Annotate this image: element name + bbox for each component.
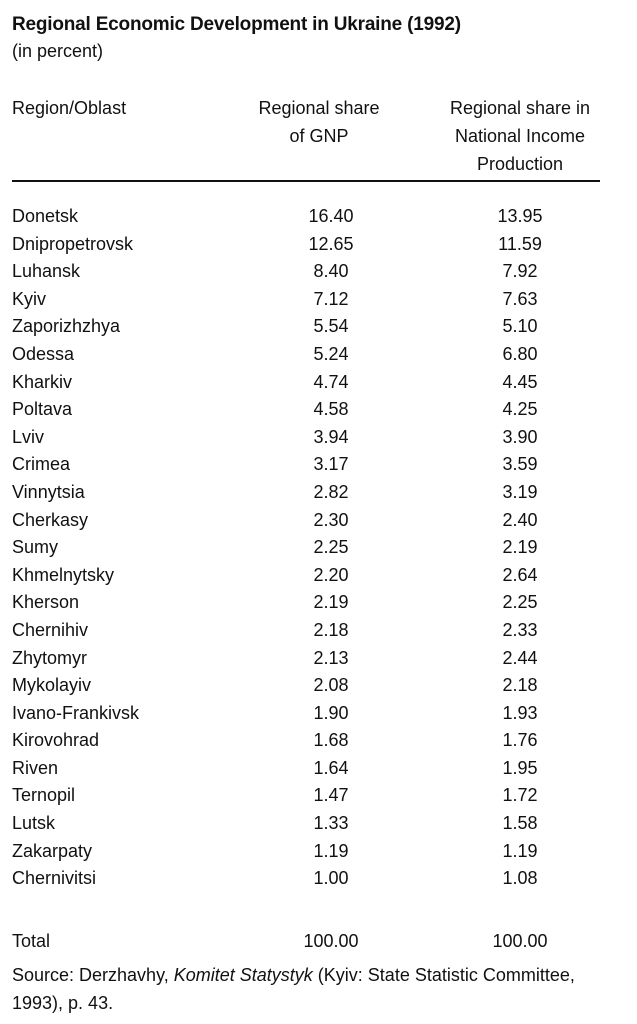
table-row: [12, 700, 612, 728]
table-row: [12, 589, 612, 617]
gnp-cell: 3.17: [313, 454, 349, 475]
national-income-cell: 6.80: [502, 343, 538, 364]
gnp-cell: 1.90: [313, 702, 349, 723]
region-cell: Ternopil: [12, 785, 76, 806]
table-row: [12, 231, 612, 259]
table-row: [12, 865, 612, 893]
region-cell: Cherkasy: [12, 509, 89, 530]
gnp-cell: 1.64: [313, 757, 349, 778]
total-gnp: 100.00: [303, 931, 359, 951]
gnp-cell: 1.33: [313, 813, 349, 834]
gnp-cell: 2.18: [313, 619, 349, 640]
region-cell: Kyiv: [12, 288, 47, 309]
national-income-cell: 2.33: [502, 619, 538, 640]
table-row: [12, 286, 612, 314]
column-header-nip-line: National Income: [454, 126, 586, 146]
region-cell: Zakarpaty: [12, 840, 93, 861]
region-cell: Kherson: [12, 592, 80, 613]
header-divider: [12, 180, 600, 182]
gnp-cell: 2.20: [313, 564, 349, 585]
national-income-cell: 2.40: [502, 509, 538, 530]
region-cell: Dnipropetrovsk: [12, 233, 134, 254]
region-cell: Lviv: [12, 426, 45, 447]
region-cell: Sumy: [12, 537, 59, 558]
region-cell: Vinnytsia: [12, 481, 85, 502]
table-row: [12, 507, 612, 535]
region-cell: Poltava: [12, 399, 73, 420]
national-income-cell: 3.90: [502, 426, 538, 447]
national-income-cell: 1.76: [502, 730, 538, 751]
table-row: [12, 672, 612, 700]
region-cell: Kirovohrad: [12, 730, 100, 751]
table-row: [12, 534, 612, 562]
table-row: [12, 645, 612, 673]
total-row: [12, 927, 612, 955]
national-income-cell: 7.92: [502, 261, 538, 282]
table-row: [12, 838, 612, 866]
gnp-cell: 8.40: [313, 261, 349, 282]
gnp-cell: 2.82: [313, 481, 349, 502]
gnp-cell: 3.94: [313, 426, 349, 447]
gnp-cell: 7.12: [313, 288, 349, 309]
region-cell: Donetsk: [12, 206, 79, 226]
region-cell: Mykolayiv: [12, 675, 92, 696]
national-income-cell: 1.95: [502, 757, 538, 778]
gnp-cell: 4.74: [313, 371, 349, 392]
table-row: [12, 617, 612, 645]
gnp-cell: 1.68: [313, 730, 349, 751]
table-row: [12, 341, 612, 369]
national-income-cell: 2.25: [502, 592, 538, 613]
table-row: [12, 479, 612, 507]
region-cell: Khmelnytsky: [12, 564, 115, 585]
table-row: [12, 727, 612, 755]
national-income-cell: 2.19: [502, 537, 538, 558]
column-header-nip-line: Regional share in: [449, 98, 591, 118]
gnp-cell: 2.08: [313, 675, 349, 696]
gnp-cell: 12.65: [308, 233, 354, 254]
table-row: [12, 203, 612, 231]
total-label: Total: [12, 931, 51, 951]
column-header-gnp: [228, 94, 410, 150]
national-income-cell: 1.72: [502, 785, 538, 806]
source-note: [12, 961, 624, 1017]
national-income-cell: 13.95: [497, 206, 543, 226]
national-income-cell: 11.59: [498, 233, 542, 254]
national-income-cell: 2.64: [502, 564, 538, 585]
region-cell: Odessa: [12, 343, 75, 364]
table-row: [12, 258, 612, 286]
region-cell: Crimea: [12, 454, 71, 475]
region-cell: Kharkiv: [12, 371, 73, 392]
national-income-cell: 5.10: [502, 316, 538, 337]
table-row: [12, 562, 612, 590]
gnp-cell: 1.47: [313, 785, 349, 806]
table-row: [12, 451, 612, 479]
table-row: [12, 313, 612, 341]
national-income-cell: 2.44: [502, 647, 538, 668]
table-row: [12, 810, 612, 838]
region-cell: Lutsk: [12, 813, 56, 834]
national-income-cell: 1.93: [502, 702, 538, 723]
table-row: [12, 755, 612, 783]
national-income-cell: 4.25: [502, 399, 538, 420]
table-row: [12, 369, 612, 397]
region-cell: Chernihiv: [12, 619, 89, 640]
column-header-region: Region/Oblast: [12, 98, 127, 118]
column-header-nip-line: Production: [476, 154, 564, 174]
column-header-national-income: [426, 94, 614, 178]
national-income-cell: 1.08: [502, 868, 538, 889]
national-income-cell: 3.19: [502, 481, 538, 502]
gnp-cell: 1.00: [313, 868, 349, 889]
table-row: [12, 782, 612, 810]
column-header-gnp-line: Regional share: [258, 98, 380, 118]
gnp-cell: 2.19: [313, 592, 349, 613]
national-income-cell: 3.59: [502, 454, 538, 475]
national-income-cell: 4.45: [502, 371, 538, 392]
gnp-cell: 4.58: [313, 399, 349, 420]
table-subtitle: (in percent): [12, 41, 104, 61]
source-suffix: (Kyiv: State Statistic Committee, 1993), p. 43.: [12, 965, 575, 1013]
table-row: [12, 396, 612, 424]
region-cell: Zhytomyr: [12, 647, 88, 668]
region-cell: Riven: [12, 757, 59, 778]
national-income-cell: 7.63: [502, 288, 538, 309]
national-income-cell: 1.58: [502, 813, 538, 834]
national-income-cell: 1.19: [502, 840, 538, 861]
gnp-cell: 16.40: [308, 206, 354, 226]
national-income-cell: 2.18: [502, 675, 538, 696]
gnp-cell: 2.30: [313, 509, 349, 530]
gnp-cell: 1.19: [313, 840, 349, 861]
total-national-income: 100.00: [492, 931, 548, 951]
column-header-gnp-line: of GNP: [289, 126, 349, 146]
region-cell: Luhansk: [12, 261, 81, 282]
source-prefix: Source: Derzhavhy,: [12, 965, 174, 985]
table-body: [12, 203, 612, 893]
gnp-cell: 2.25: [313, 537, 349, 558]
source-italic-title: Komitet Statystyk: [173, 965, 313, 985]
gnp-cell: 5.24: [313, 343, 349, 364]
region-cell: Zaporizhzhya: [12, 316, 121, 337]
gnp-cell: 2.13: [313, 647, 349, 668]
table-row: [12, 424, 612, 452]
region-cell: Ivano-Frankivsk: [12, 702, 140, 723]
table-title: Regional Economic Development in Ukraine (1992): [12, 14, 461, 35]
region-cell: Chernivitsi: [12, 868, 97, 889]
gnp-cell: 5.54: [313, 316, 349, 337]
